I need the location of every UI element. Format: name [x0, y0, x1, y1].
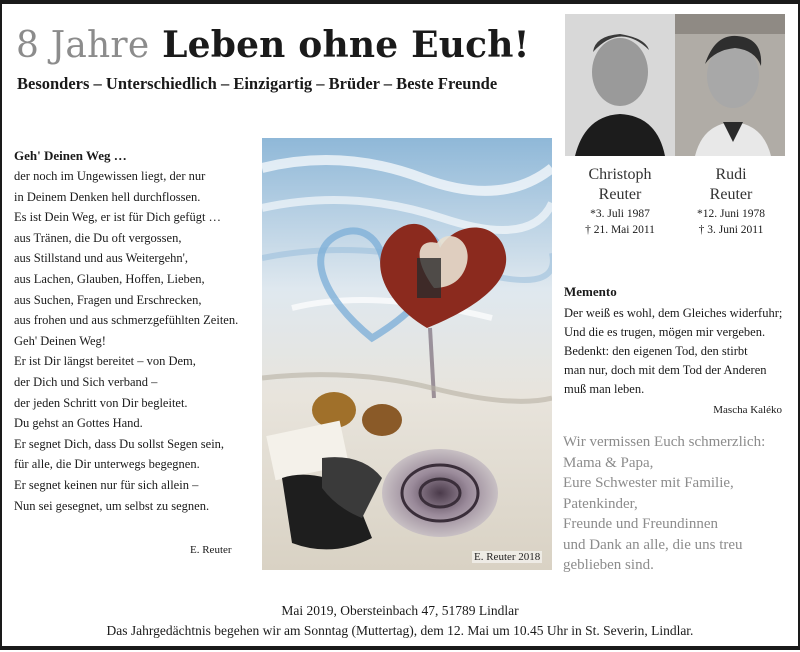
family-line: Wir vermissen Euch schmerzlich: [563, 434, 766, 450]
poem-line: Er ist Dir längst bereitet – von Dem, [14, 354, 196, 369]
person-christoph [565, 165, 675, 238]
poem-line: aus Stillstand und aus Weitergehn', [14, 251, 189, 266]
footer-service-info: Das Jahrgedächtnis begehen wir am Sonntag (Muttertag), dem 12. Mai um 10.45 Uhr in St. Severin, Lindlar. [106, 623, 694, 638]
memento-line: man nur, doch mit dem Tod der Anderen [564, 363, 767, 377]
family-line: Freunde und Freundinnen [563, 516, 718, 532]
poem-line: aus Lachen, Glauben, Hoffen, Lieben, [14, 271, 205, 286]
person-birth-date: *3. Juli 1987 [590, 208, 650, 220]
family-line: geblieben sind. [563, 557, 654, 573]
memento-line: Und die es trugen, mögen mir vergeben. [564, 325, 766, 339]
headline-years: 8 Jahre [16, 25, 150, 66]
memento-line: muß man leben. [564, 382, 645, 396]
person-first-name: Rudi [715, 166, 747, 183]
photo-christoph [565, 14, 675, 156]
memento-author: Mascha Kaléko [713, 404, 782, 416]
painting [262, 138, 552, 570]
poem-line: Es ist Dein Weg, er ist für Dich gefügt … [14, 210, 222, 225]
poem-line: der jeden Schritt von Dir begleitet. [14, 395, 188, 410]
poem-line: aus Suchen, Fragen und Erschrecken, [14, 292, 202, 307]
poem-line: in Deinem Denken hell durchflossen. [14, 189, 201, 204]
footer-address: Mai 2019, Obersteinbach 47, 51789 Lindlar [281, 603, 519, 618]
poem-text [14, 166, 238, 516]
poem-author: E. Reuter [190, 544, 232, 556]
family-line: Patenkinder, [563, 495, 638, 512]
person-last-name: Reuter [598, 186, 642, 203]
person-death-date: † 21. Mai 2011 [585, 224, 655, 236]
poem-line: Du gehst an Gottes Hand. [14, 416, 143, 431]
poem-line: Geh' Deinen Weg! [14, 333, 106, 348]
painting-image [262, 138, 552, 570]
poem-title: Geh' Deinen Weg … [14, 148, 127, 163]
headline [16, 22, 530, 69]
person-last-name: Reuter [709, 186, 753, 203]
poem-line: aus frohen und aus schmerzgefühlten Zeiten. [14, 313, 239, 328]
memento-line: Bedenkt: den eigenen Tod, den stirbt [564, 344, 748, 358]
family-message [563, 432, 765, 576]
memento-title: Memento [564, 284, 617, 299]
person-death-date: † 3. Juni 2011 [698, 224, 764, 236]
person-birth-date: *12. Juni 1978 [696, 208, 766, 220]
painting-credit: E. Reuter 2018 [474, 551, 541, 563]
family-line: und Dank an alle, die uns treu [563, 536, 743, 553]
memento-line: Der weiß es wohl, dem Gleiches widerfuhr; [564, 306, 783, 320]
headline-rest: Leben ohne Euch! [162, 24, 530, 66]
person-first-name: Christoph [588, 166, 652, 183]
poem-line: aus Tränen, die Du oft vergossen, [14, 230, 182, 245]
photo-rudi [675, 14, 785, 156]
family-line: Mama & Papa, [563, 454, 654, 471]
memento-text [564, 304, 782, 399]
poem-line: Er segnet Dich, dass Du sollst Segen sein, [14, 436, 225, 451]
poem-line: der noch im Ungewissen liegt, der nur [14, 169, 206, 183]
poem-line: der Dich und Sich verband – [14, 374, 158, 389]
family-line: Eure Schwester mit Familie, [563, 475, 734, 491]
poem-line: Er segnet keinen nur für sich allein – [14, 477, 199, 492]
person-rudi [676, 165, 786, 238]
poem-line: für alle, die Dir unterwegs begegnen. [14, 457, 200, 472]
poem-line: Nun sei gesegnet, um selbst zu segnen. [14, 498, 210, 513]
subtitle: Besonders – Unterschiedlich – Einzigartig – Brüder – Beste Freunde [17, 74, 498, 93]
